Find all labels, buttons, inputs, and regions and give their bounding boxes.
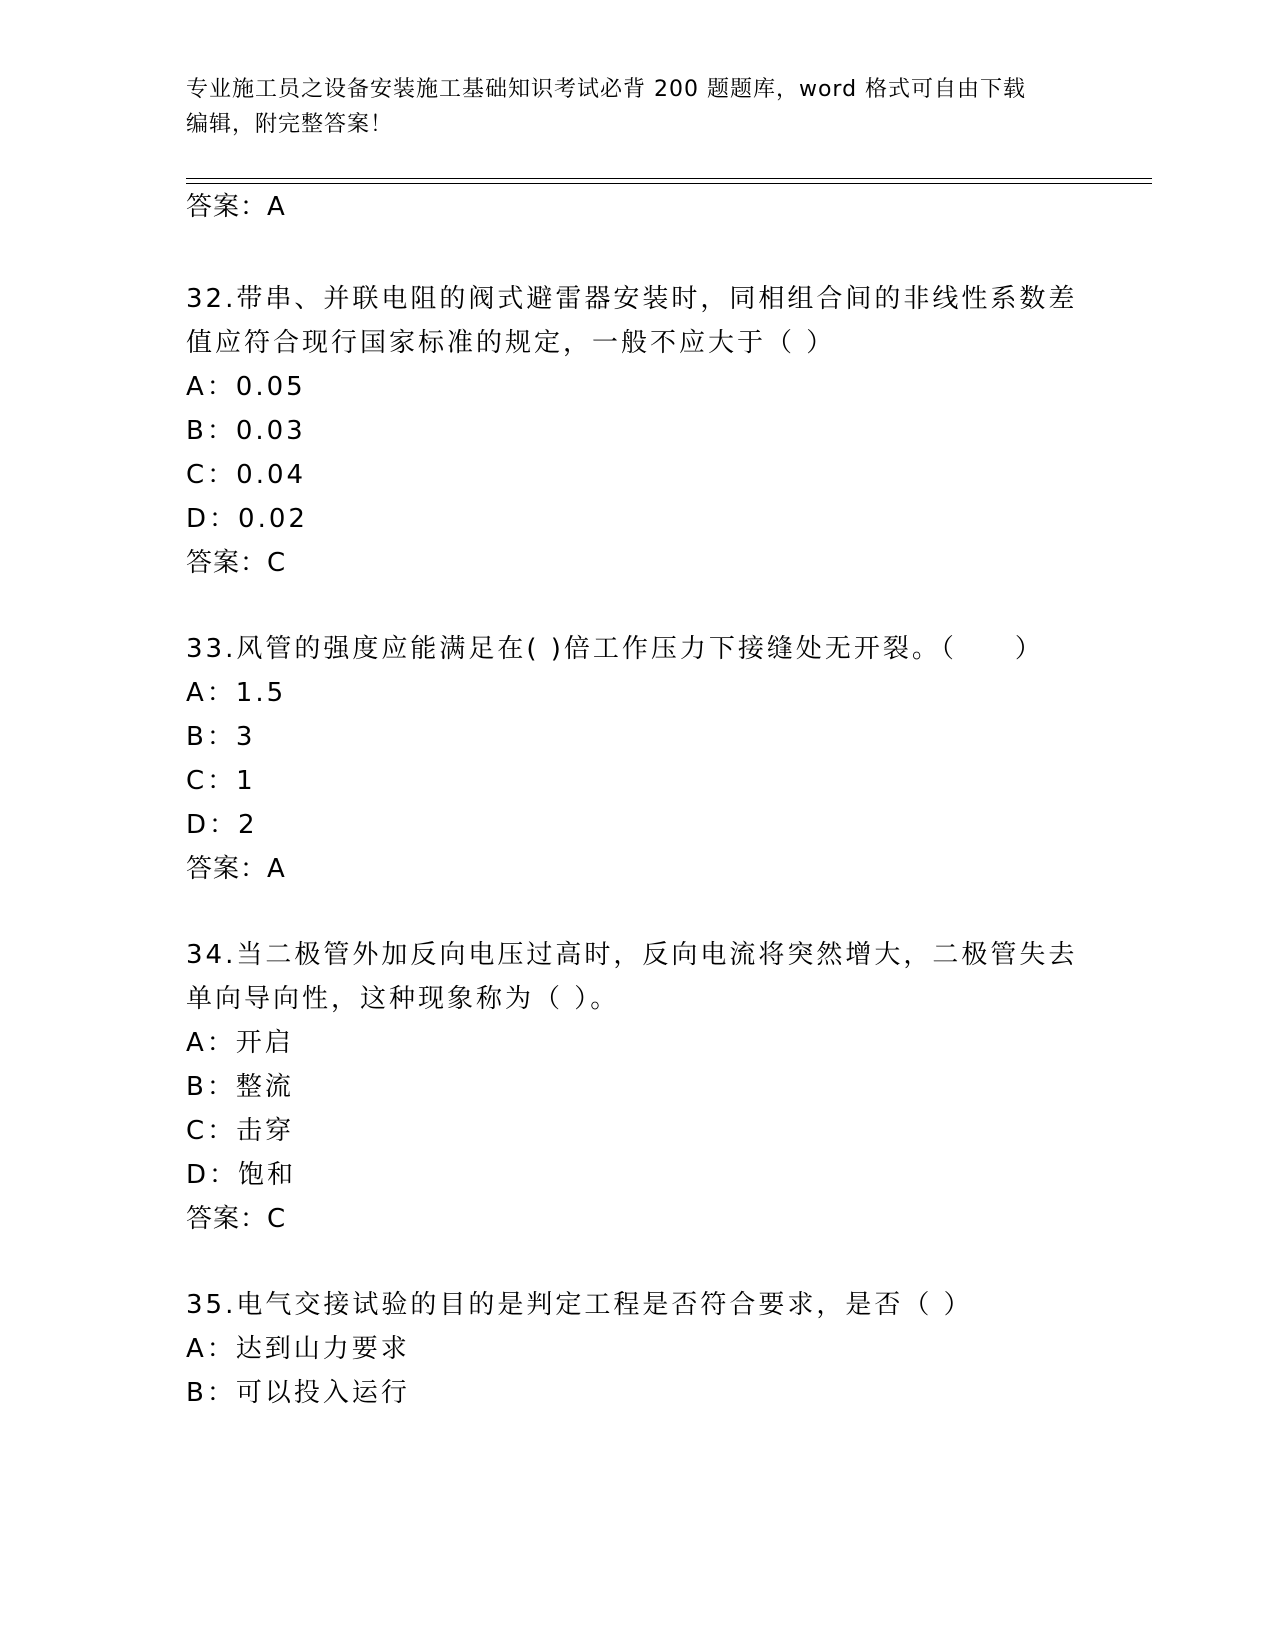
question-stem: 34.当二极管外加反向电压过高时，反向电流将突然增大，二极管失去 bbox=[186, 940, 1078, 970]
option-b: B：3 bbox=[186, 722, 256, 752]
question-stem: 32.带串、并联电阻的阀式避雷器安装时，同相组合间的非线性系数差 bbox=[186, 284, 1078, 314]
answer: 答案：C bbox=[186, 1204, 287, 1234]
option-c: C：击穿 bbox=[186, 1116, 295, 1146]
question-stem: 35.电气交接试验的目的是判定工程是否符合要求，是否（ ） bbox=[186, 1290, 973, 1320]
option-b: B：0.03 bbox=[186, 416, 306, 446]
option-d: D：饱和 bbox=[186, 1160, 297, 1190]
previous-answer: 答案：A bbox=[186, 192, 286, 222]
answer: 答案：A bbox=[186, 854, 286, 884]
option-d: D：2 bbox=[186, 810, 258, 840]
option-a: A：0.05 bbox=[186, 372, 306, 402]
option-a: A：达到山力要求 bbox=[186, 1334, 410, 1364]
header-rule-bottom bbox=[186, 183, 1152, 184]
question-stem: 值应符合现行国家标准的规定，一般不应大于（ ） bbox=[186, 328, 836, 358]
page-header bbox=[186, 72, 1086, 142]
option-d: D：0.02 bbox=[186, 504, 308, 534]
header-line-1: 专业施工员之设备安装施工基础知识考试必背 200 题题库，word 格式可自由下载 bbox=[186, 77, 1027, 102]
option-c: C：1 bbox=[186, 766, 256, 796]
question-stem: 33.风管的强度应能满足在( )倍工作压力下接缝处无开裂。（ ） bbox=[186, 634, 1044, 664]
question-stem: 单向导向性，这种现象称为（ ）。 bbox=[186, 984, 620, 1014]
answer: 答案：C bbox=[186, 548, 287, 578]
option-a: A：开启 bbox=[186, 1028, 294, 1058]
header-rule-top bbox=[186, 178, 1152, 179]
header-line-2: 编辑，附完整答案！ bbox=[186, 112, 394, 137]
option-b: B：整流 bbox=[186, 1072, 294, 1102]
option-a: A：1.5 bbox=[186, 678, 287, 708]
option-b: B：可以投入运行 bbox=[186, 1378, 410, 1408]
option-c: C：0.04 bbox=[186, 460, 307, 490]
